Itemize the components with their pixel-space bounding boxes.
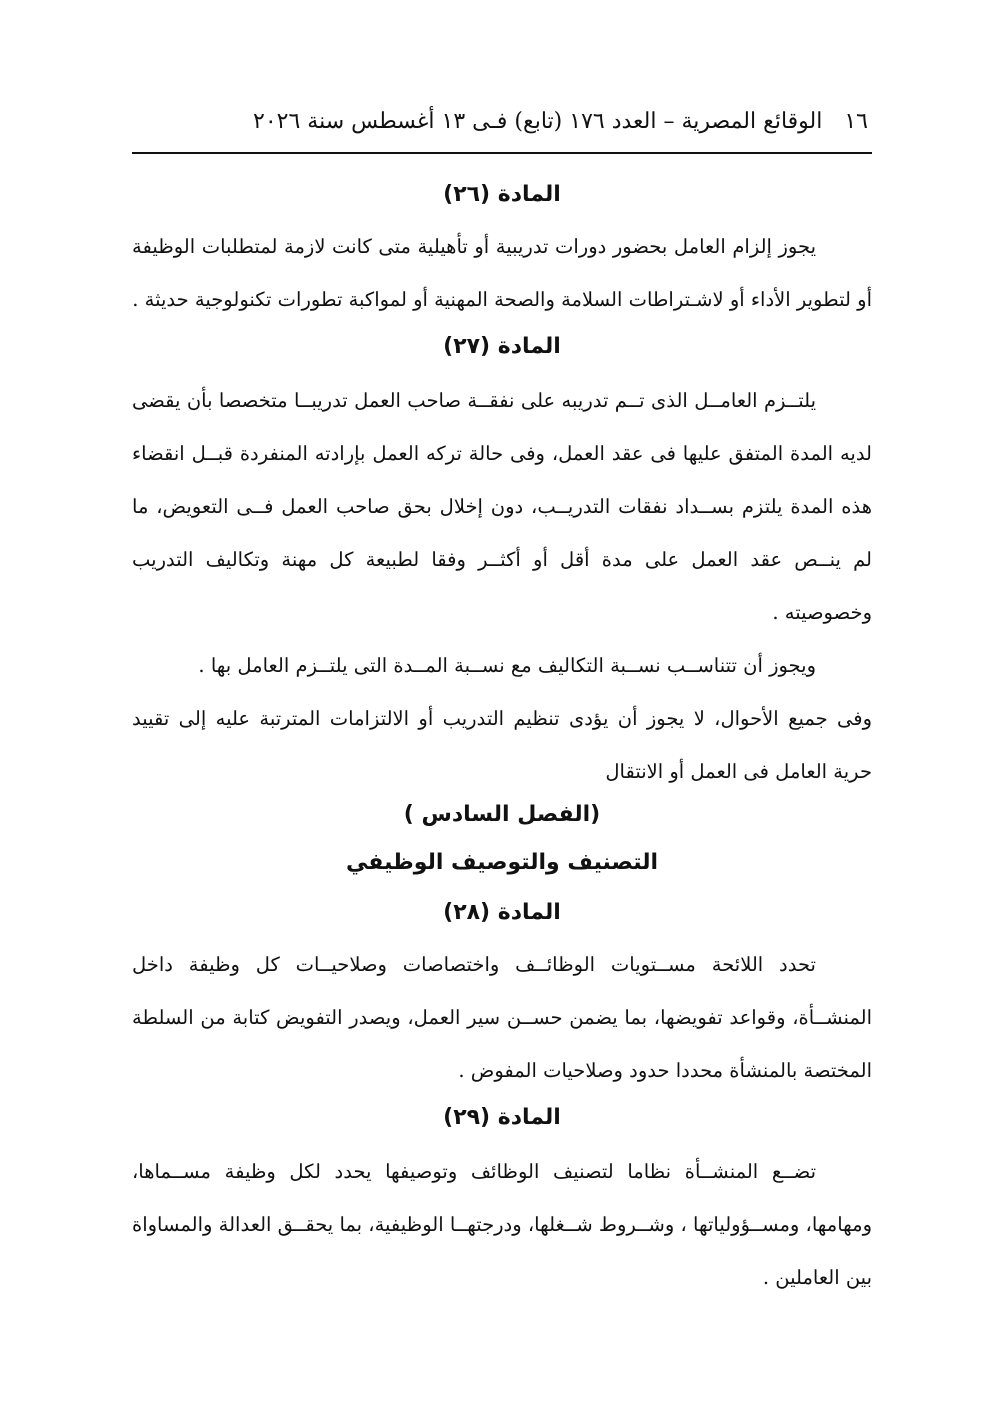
article-29-body: تضــع المنشــأة نظاما لتصنيف الوظائف وتوصيفها يحدد لكل وظيفة مســماها، ومهامها، ومســؤولياتها ، وشــروط شــغلها، ودرجتهــا الوظيفية، بما يحقــق العدالة والمساواة بين العاملين . [132,1160,872,1289]
article-27-body-3: وفى جميع الأحوال، لا يجوز أن يؤدى تنظيم التدريب أو الالتزامات المترتبة عليه إلى تقييد حرية العامل فى العمل أو الانتقال [132,707,872,783]
article-28-body: تحدد اللائحة مســتويات الوظائــف واختصاصات وصلاحيــات كل وظيفة داخل المنشــأة، وقواعد تفويضها، بما يضمن حســن سير العمل، ويصدر التفويض كتابة من السلطة المختصة بالمنشأة محددا حدود وصلاحيات المفوض . [132,953,872,1082]
page-header [132,100,872,144]
gazette-page [132,100,872,1340]
article-27-body-2: ويجوز أن تتناســب نســبة التكاليف مع نســبة المــدة التى يلتــزم العامل بها . [198,654,816,677]
chapter-title: (الفصل السادس ) [403,802,601,827]
article-26-heading: المادة (٢٦) [443,182,561,207]
article-27-heading: المادة (٢٧) [443,334,561,359]
header-rule [132,152,872,154]
header-title: الوقائع المصرية – العدد ١٧٦ (تابع) فـى ١٣ أغسطس سنة ٢٠٢٦ [253,109,823,134]
chapter-subtitle: التصنيف والتوصيف الوظيفي [345,850,659,875]
article-27-body: يلتــزم العامــل الذى تــم تدريبه على نفقــة صاحب العمل تدريبــا متخصصا بأن يقضى لديه المدة المتفق عليها فى عقد العمل، وفى حالة تركه العمل بإرادته المنفردة قبــل انقضاء هذه المدة يلتزم بســداد نفقات التدريــب، دون إخلال بحق صاحب العمل فــى التعويض، ما لم ينــص عقد العمل على مدة أقل أو أكثــر وفقا لطبيعة كل مهنة وتكاليف التدريب وخصوصيته . [132,389,872,624]
article-26-body: يجوز إلزام العامل بحضور دورات تدريبية أو تأهيلية متى كانت لازمة لمتطلبات الوظيفة أو لتطوير الأداء أو لاشـتراطات السلامة والصحة المهنية أو لمواكبة تطورات تكنولوجية حديثة . [132,235,872,311]
article-29-heading: المادة (٢٩) [443,1105,561,1130]
article-28-heading: المادة (٢٨) [443,900,561,925]
page-number: ١٦ [844,109,868,134]
